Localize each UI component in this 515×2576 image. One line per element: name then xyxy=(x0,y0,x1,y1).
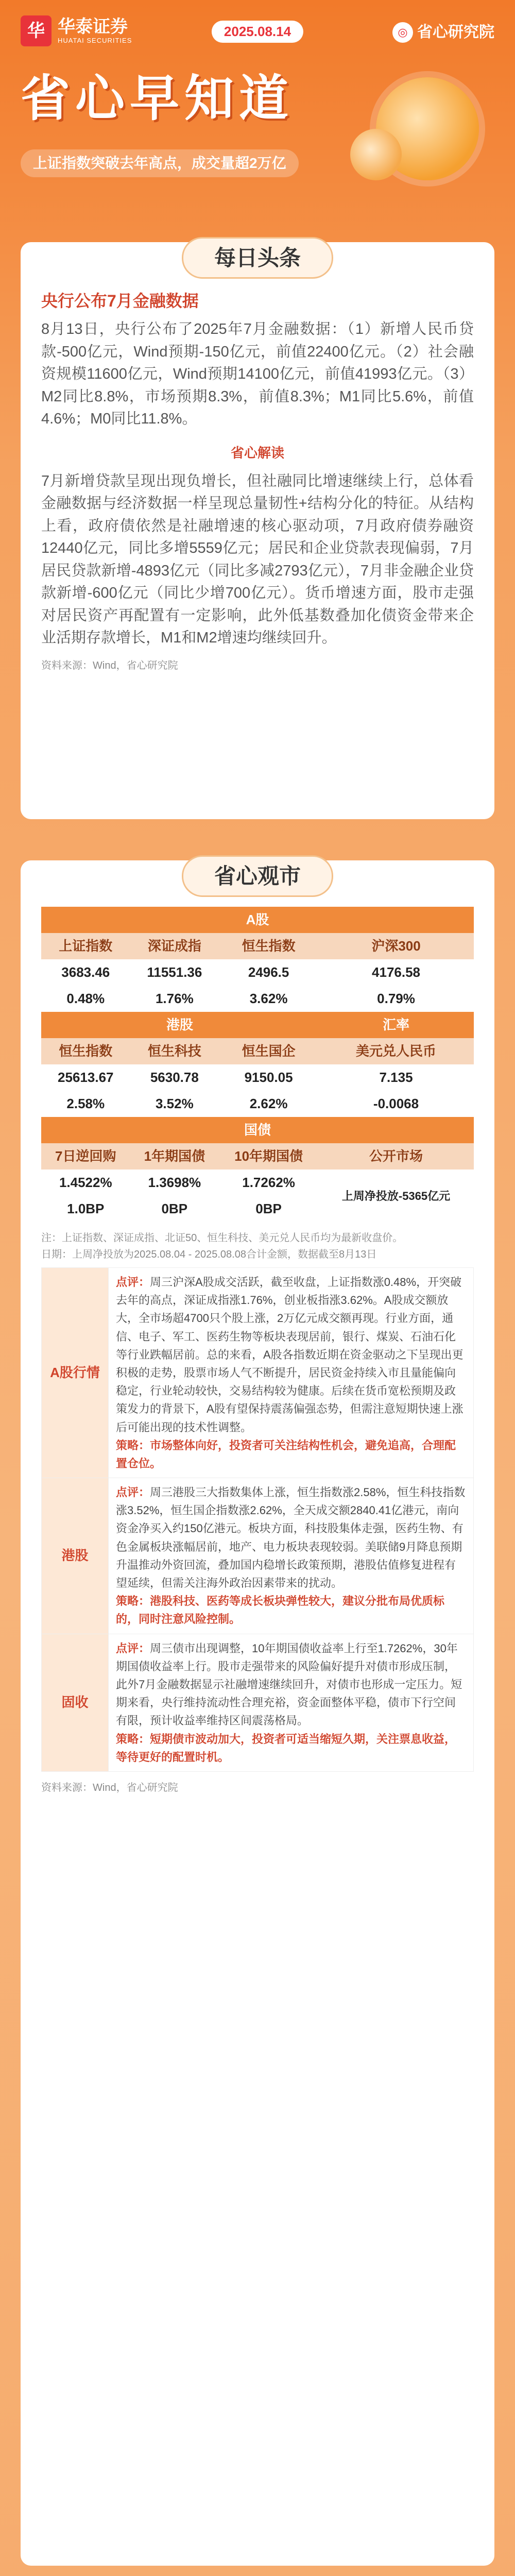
comment-lead: 点评： xyxy=(116,1486,150,1499)
date-badge: 2025.08.14 xyxy=(212,21,303,43)
bond-label: 国债 xyxy=(41,1117,474,1143)
rate-change: 0BP xyxy=(255,1201,282,1216)
page-title: 省心早知道 xyxy=(21,71,294,126)
market-source: 资料来源：Wind，省心研究院 xyxy=(41,1782,178,1793)
comments-table xyxy=(41,1267,474,1772)
comment-label-hk: 港股 xyxy=(42,1478,109,1634)
index-change: 3.52% xyxy=(155,1096,194,1111)
comment-body: 周三债市出现调整，10年期国债收益率上行至1.7262%，30年期国债收益率上行。股市走强带来的风险偏好提升对债市形成压制，此外7月金融数据显示社融增速继续回升，对债市也形成一定压力。短期来看，央行维持流动性合理充裕，资金面整体平稳，债市下行空间有限，预计收益率维持区间震荡格局。 xyxy=(116,1641,462,1727)
hk-label: 港股 xyxy=(41,1012,318,1038)
col-header: 恒生科技 xyxy=(130,1038,219,1064)
brand-name: 华泰证券 xyxy=(58,17,128,37)
col-header: 上证指数 xyxy=(41,933,130,959)
headline-para-2: 7月新增贷款呈现出现负增长，但社融同比增速继续上行，总体看金融数据与经济数据一样呈现总量韧性+结构分化的特征。从结构上看，政府债依然是社融增速的核心驱动项，7月政府债券融资12440亿元，同比多增5559亿元；居民和企业贷款表现偏弱，7月居民贷款新增-4893亿元（同比多减2793亿元），7月非金融企业贷款新增-600亿元（同比少增700亿元）。货币增速方面，股市走强对居民资产再配置有一定影响，此外低基数叠加化债资金带来企业活期存款增长，M1和M2增速均继续回升。 xyxy=(41,472,474,646)
market-note: 注：上证指数、深证成指、北证50、恒生科技、美元兑人民币均为最新收盘价。 xyxy=(41,1232,403,1244)
index-value: 4176.58 xyxy=(372,964,421,980)
page-subtitle: 上证指数突破去年高点，成交量超2万亿 xyxy=(21,149,299,177)
index-value: 2496.5 xyxy=(248,964,289,980)
comment-strategy: 策略：市场整体向好，投资者可关注结构性机会，避免追高，合理配置仓位。 xyxy=(116,1438,456,1470)
col-header: 美元兑人民币 xyxy=(318,1038,474,1064)
index-value: 11551.36 xyxy=(147,964,202,980)
col-header: 公开市场 xyxy=(318,1143,474,1170)
brand-mark-icon: 华 xyxy=(21,15,52,46)
partner-logo xyxy=(392,21,494,44)
col-header: 1年期国债 xyxy=(130,1143,219,1170)
comment-a-share xyxy=(109,1268,474,1478)
comment-lead: 点评： xyxy=(116,1641,150,1655)
rate-change: 0BP xyxy=(161,1201,188,1216)
col-header: 恒生国企 xyxy=(219,1038,318,1064)
header-banner xyxy=(0,0,515,206)
index-change: -0.0068 xyxy=(373,1096,419,1111)
rate-change: 1.0BP xyxy=(67,1201,105,1216)
index-value: 3683.46 xyxy=(61,964,110,980)
col-header: 沪深300 xyxy=(318,933,474,959)
partner-name: 省心研究院 xyxy=(417,24,494,41)
comment-bond xyxy=(109,1634,474,1771)
fx-label: 汇率 xyxy=(318,1012,474,1038)
interpretation-label: 省心解读 xyxy=(230,445,284,461)
comment-label-a-share: A股行情 xyxy=(42,1268,109,1478)
section-title-headline: 每日头条 xyxy=(182,237,333,279)
headline-para-1: 8月13日，央行公布了2025年7月金融数据：（1）新增人民币贷款-500亿元，Wind预期-150亿元，前值22400亿元。（2）社会融资规模11600亿元，Wind预期14100亿元，前值41993亿元。（3）M2同比8.8%，市场预期8.3%，前值8.3%；M1同比5.6%，前值4.6%；M0同比11.8%。 xyxy=(41,321,474,427)
index-value: 5630.78 xyxy=(150,1070,199,1085)
index-change: 1.76% xyxy=(155,991,194,1006)
headline-title: 央行公布7月金融数据 xyxy=(41,292,199,310)
comment-strategy: 策略：短期债市波动加大，投资者可适当缩短久期，关注票息收益，等待更好的配置时机。 xyxy=(116,1732,456,1764)
market-section xyxy=(21,860,494,2566)
brand-name-en: HUATAI SECURITIES xyxy=(58,36,132,44)
comment-hk xyxy=(109,1478,474,1634)
rate-value: 1.7262% xyxy=(242,1175,295,1190)
rate-value: 1.3698% xyxy=(148,1175,201,1190)
index-change: 2.62% xyxy=(249,1096,288,1111)
comment-body: 周三港股三大指数集体上涨，恒生指数涨2.58%，恒生科技指数涨3.52%，恒生国企指数涨2.62%，全天成交额2840.41亿港元，南向资金净买入约150亿港元。板块方面，科技股集体走强，医药生物、有色金属板块涨幅居前，地产、电力板块表现较弱。美联储9月降息预期升温推动外资回流，叠加国内稳增长政策预期，港股估值修复进程有望延续，但需关注海外政治因素带来的扰动。 xyxy=(116,1486,466,1589)
headline-source: 资料来源：Wind，省心研究院 xyxy=(41,659,178,671)
rate-value: 1.4522% xyxy=(59,1175,112,1190)
col-header: 恒生指数 xyxy=(41,1038,130,1064)
comment-label-bond: 固收 xyxy=(42,1634,109,1771)
market-table xyxy=(41,907,474,1222)
col-header: 10年期国债 xyxy=(219,1143,318,1170)
col-header: 恒生指数 xyxy=(219,933,318,959)
comment-lead: 点评： xyxy=(116,1276,150,1289)
a-share-label: A股 xyxy=(41,907,474,933)
headline-section xyxy=(21,242,494,819)
coin-small-decoration-icon xyxy=(350,129,402,180)
index-value: 25613.67 xyxy=(58,1070,114,1085)
open-market-value: 上周净投放-5365亿元 xyxy=(341,1189,451,1202)
comment-body: 周三沪深A股成交活跃，截至收盘，上证指数涨0.48%，开突破去年的高点，深证成指涨1.76%，创业板指涨3.62%。A股成交额放大，全市场超4700只个股上涨，2万亿元成交额再现。行业方面，通信、电子、军工、医药生物等板块表现居前，银行、煤炭、石油石化等行业跌幅居前。总的来看，A股各指数近期在资金驱动之下呈现出更积极的走势，股票市场人气不断提升，居民资金持续入市且量能偏向稳定，行业轮动较快，交易结构较为健康。后续在货币宽松预期及政策发力的背景下，A股有望保持震荡偏强态势，但需注意短期快速上涨后可能出现的技术性调整。 xyxy=(116,1276,464,1434)
partner-icon: ◎ xyxy=(392,22,413,43)
index-change: 2.58% xyxy=(66,1096,105,1111)
col-header: 7日逆回购 xyxy=(41,1143,130,1170)
index-change: 3.62% xyxy=(249,991,288,1006)
comment-strategy: 策略：港股科技、医药等成长板块弹性较大，建议分批布局优质标的，同时注意风险控制。 xyxy=(116,1595,445,1626)
section-title-market: 省心观市 xyxy=(182,855,333,897)
index-value: 7.135 xyxy=(379,1070,413,1085)
index-change: 0.48% xyxy=(66,991,105,1006)
col-header: 深证成指 xyxy=(130,933,219,959)
index-value: 9150.05 xyxy=(244,1070,293,1085)
market-date-note: 日期：上周净投放为2025.08.04 - 2025.08.08合计金额，数据截至8月13日 xyxy=(41,1249,377,1260)
index-change: 0.79% xyxy=(377,991,415,1006)
